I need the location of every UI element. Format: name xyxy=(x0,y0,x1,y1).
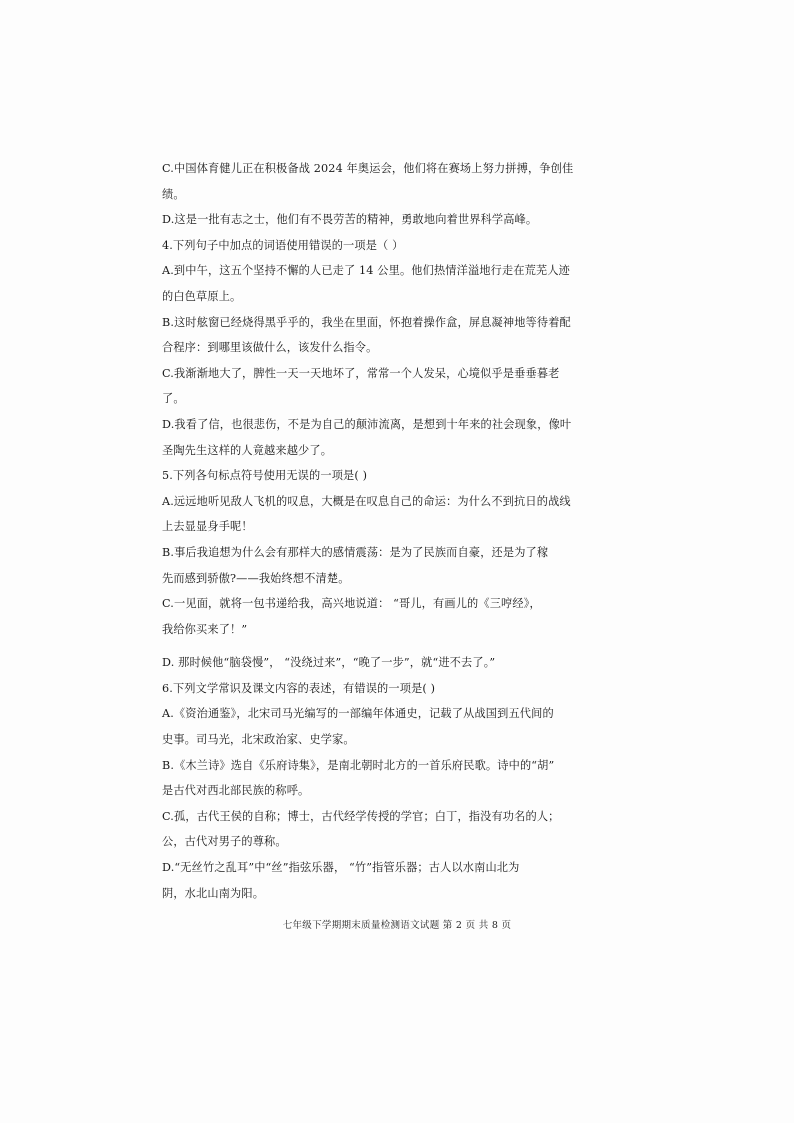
text-line: 绩。 xyxy=(162,187,185,201)
text-line: B.《木兰诗》选自《乐府诗集》，是南北朝时北方的一首乐府民歌。诗中的“胡” xyxy=(162,758,555,772)
text-line: 先而感到骄傲?——我始终想不清楚。 xyxy=(162,571,350,585)
text-line: D.这是一批有志之士，他们有不畏劳苦的精神，勇敢地向着世界科学高峰。 xyxy=(162,213,538,227)
text-line: 合程序：到哪里该做什么，该发什么指令。 xyxy=(162,341,378,355)
question-body xyxy=(162,156,582,906)
text-line: 我给你买来了！” xyxy=(162,622,248,636)
text-line: C.一见面，就将一包书递给我，高兴地说道： “哥儿，有画儿的《三哼经》， xyxy=(162,597,541,611)
text-line: 圣陶先生这样的人竟越来越少了。 xyxy=(162,443,333,457)
text-line: B.事后我追想为什么会有那样大的感情震荡：是为了民族而自豪，还是为了稼 xyxy=(162,545,549,559)
text-line: A.到中午，这五个坚持不懈的人已走了 14 公里。他们热情洋溢地行走在荒芜人迹 xyxy=(162,264,571,278)
text-line: 是古代对西北部民族的称呼。 xyxy=(162,784,310,798)
text-line: 的白色草原上。 xyxy=(162,289,242,303)
spacer xyxy=(162,642,582,650)
question-5-stem: 5.下列各句标点符号使用无误的一项是( ) xyxy=(162,469,368,483)
text-line: 阴，水北山南为阳。 xyxy=(162,886,265,900)
text-line: A.《资治通鉴》，北宋司马光编写的一部编年体通史，记载了从战国到五代间的 xyxy=(162,707,554,721)
text-line: C.我渐渐地大了，脾性一天一天地坏了，常常一个人发呆，心境似乎是垂垂暮老 xyxy=(162,366,560,380)
page-footer: 七年级下学期期末质量检测语文试题 第 2 页 共 8 页 xyxy=(282,920,512,931)
text-line: C.中国体育健儿正在积极备战 2024 年奥运会，他们将在赛场上努力拼搏，争创佳 xyxy=(162,162,574,175)
text-line: 公，古代对男子的尊称。 xyxy=(162,835,287,849)
text-line: A.远远地听见敌人飞机的叹息，大概是在叹息自己的命运：为什么不到抗日的战线 xyxy=(162,494,571,508)
question-4-stem: 4.下列句子中加点的词语使用错误的一项是（ ） xyxy=(162,238,404,252)
text-line: D.“无丝竹之乱耳”中“丝”指弦乐器， “竹”指管乐器；古人以水南山北为 xyxy=(162,861,520,875)
text-line: 史事。司马光，北宋政治家、史学家。 xyxy=(162,733,355,747)
text-line: C.孤，古代王侯的自称；博士，古代经学传授的学官；白丁，指没有功名的人； xyxy=(162,809,560,823)
text-line: 了。 xyxy=(162,392,185,406)
question-6-stem: 6.下列文学常识及课文内容的表述，有错误的一项是( ) xyxy=(162,681,436,695)
text-line: D. 那时候他“脑袋慢”， “没绕过来”，“晚了一步”，就“进不去了。” xyxy=(162,656,496,670)
text-line: D.我看了信，也很悲伤，不是为自己的颠沛流离，是想到十年来的社会现象，像叶 xyxy=(162,417,572,431)
text-line: 上去显显身手呢！ xyxy=(162,520,253,534)
text-line: B.这时舷窗已经烧得黑乎乎的，我坐在里面，怀抱着操作盒，屏息凝神地等待着配 xyxy=(162,315,571,329)
